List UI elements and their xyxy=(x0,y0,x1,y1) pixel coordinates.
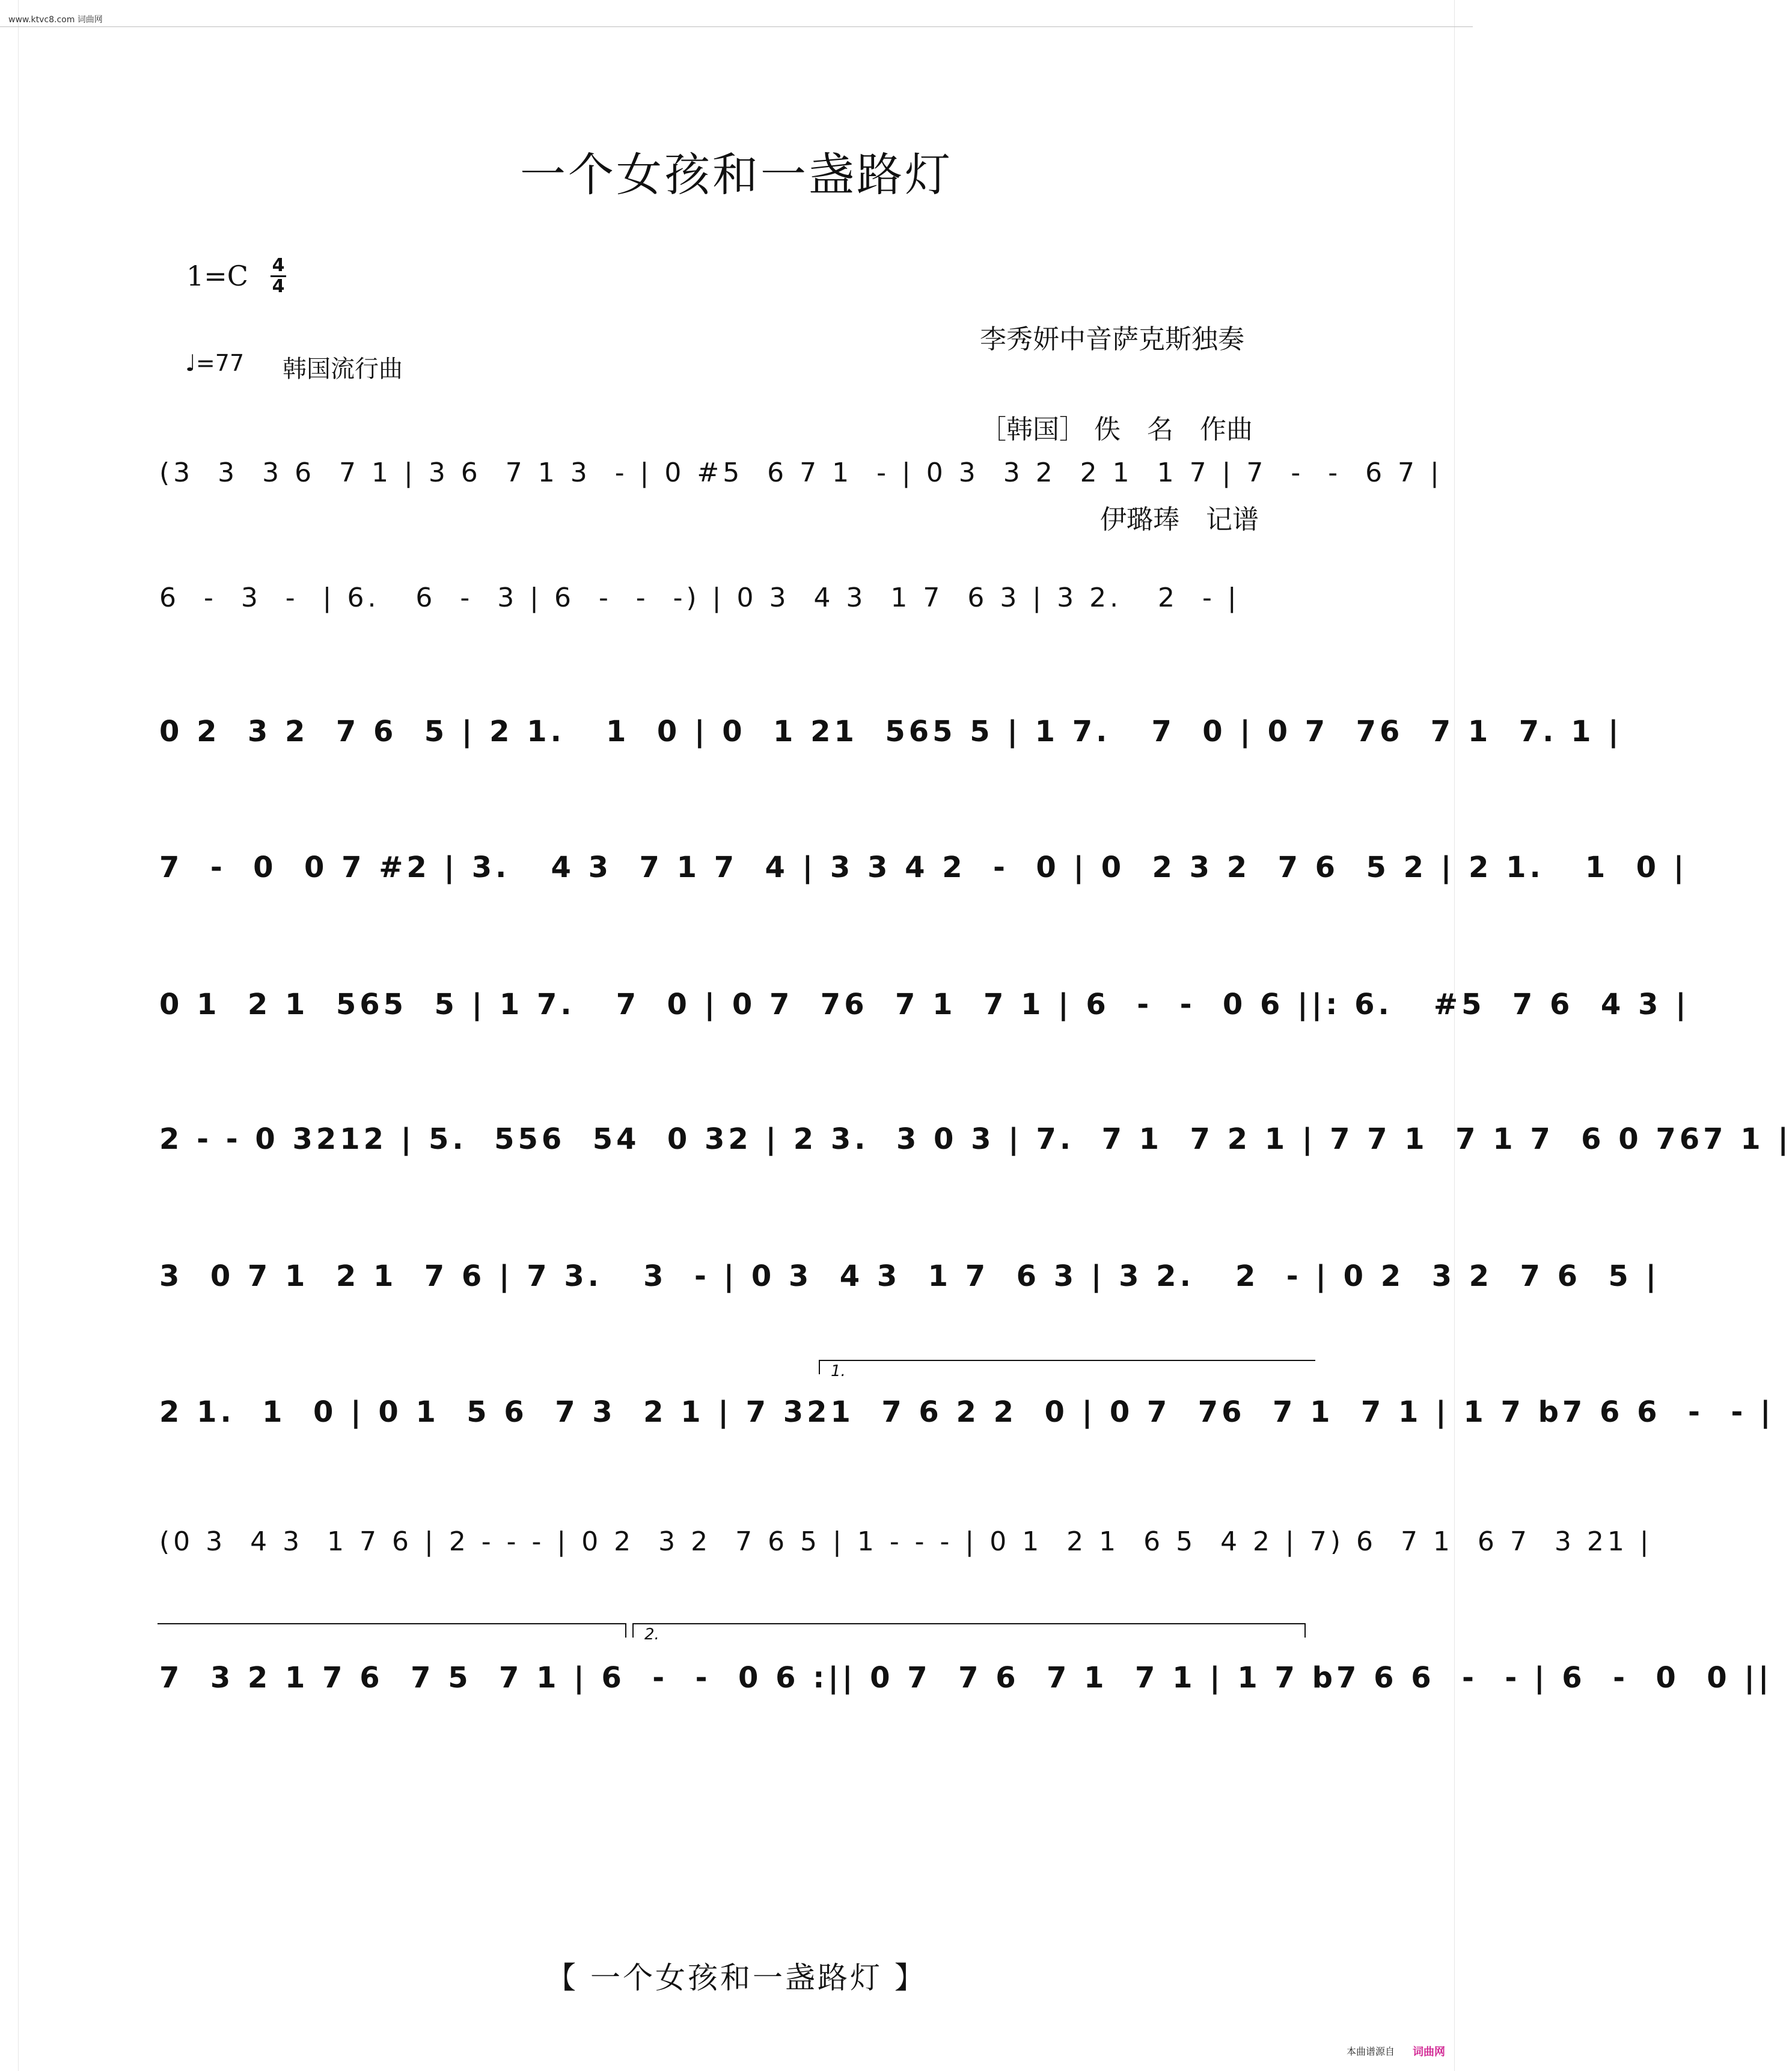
volta-bracket-1b xyxy=(157,1623,626,1624)
volta-bracket-2-end xyxy=(1304,1623,1306,1638)
site-url: www.ktvc8.com 词曲网 xyxy=(8,15,103,25)
time-signature xyxy=(269,257,287,295)
staff-row-7 xyxy=(159,1243,1660,1309)
credits xyxy=(980,265,1259,565)
notation-line: 0 1 2 1 565 5 | 1 7. 7 0 | 0 7 76 7 1 7 1 | 6 - - 0 6 ||: 6. #5 7 6 4 3 | xyxy=(159,988,1690,1021)
left-margin-strip xyxy=(0,0,19,2071)
staff-row-5 xyxy=(159,971,1690,1038)
genre-label: 韩国流行曲 xyxy=(283,355,403,383)
footer-title: 【 一个女孩和一盏路灯 】 xyxy=(546,1960,927,1995)
staff-row-1 xyxy=(159,440,1443,506)
notation-line: 6 - 3 - | 6. 6 - 3 | 6 - - -) | 0 3 4 3 1 7 6 3 | 3 2. 2 - | xyxy=(159,583,1240,613)
header-rule xyxy=(0,26,1473,27)
meter-top: 4 xyxy=(272,255,285,276)
brand-logo: 词曲网 xyxy=(1413,2046,1445,2058)
staff-row-2 xyxy=(159,565,1320,631)
volta-bracket-1b-end xyxy=(625,1623,626,1638)
notation-line: (3 3 3 6 7 1 | 3 6 7 1 3 - | 0 #5 6 7 1 - | 0 3 3 2 2 1 1 7 | 7 - - 6 7 | xyxy=(159,457,1443,488)
credit-composer: ［韩国］ 佚 名 作曲 xyxy=(980,414,1253,445)
notation-line: 7 - 0 0 7 #2 | 3. 4 3 7 1 7 4 | 3 3 4 2 - 0 | 0 2 3 2 7 6 5 2 | 2 1. 1 0 | xyxy=(159,851,1688,884)
staff-row-6 xyxy=(159,1106,1792,1172)
notation-line: 2 1. 1 0 | 0 1 5 6 7 3 2 1 | 7 321 7 6 2 2 0 | 0 7 76 7 1 7 1 | 1 7 b7 6 6 - - | xyxy=(159,1395,1775,1429)
staff-row-9 xyxy=(159,1509,1653,1575)
staff-row-10 xyxy=(159,1645,1773,1711)
page-title: 一个女孩和一盏路灯 xyxy=(520,148,953,201)
tempo-marking: ♩=77 xyxy=(185,350,245,376)
volta-2-label: 2. xyxy=(644,1626,659,1644)
volta-bracket-1 xyxy=(819,1360,1315,1361)
staff-row-8 xyxy=(159,1379,1775,1445)
meter-bottom: 4 xyxy=(272,276,285,297)
source-note: 本曲谱源自 xyxy=(1346,2046,1395,2057)
notation-line: 3 0 7 1 2 1 7 6 | 7 3. 3 - | 0 3 4 3 1 7 6 3 | 3 2. 2 - | 0 2 3 2 7 6 5 | xyxy=(159,1259,1660,1293)
staff-row-4 xyxy=(159,834,1688,901)
notation-line: 7 3 2 1 7 6 7 5 7 1 | 6 - - 0 6 :|| 0 7 7 6 7 1 7 1 | 1 7 b7 6 6 - - | 6 - 0 0 || xyxy=(159,1661,1773,1695)
notation-line: 2 - - 0 3212 | 5. 556 54 0 32 | 2 3. 3 0 3 | 7. 7 1 7 2 1 | 7 7 1 7 1 7 6 0 767 1 | xyxy=(159,1122,1792,1156)
volta-bracket-1-start xyxy=(819,1360,820,1374)
volta-bracket-2-start xyxy=(632,1623,634,1638)
notation-line: 0 2 3 2 7 6 5 | 2 1. 1 0 | 0 1 21 565 5 | 1 7. 7 0 | 0 7 76 7 1 7. 1 | xyxy=(159,715,1622,748)
staff-row-3 xyxy=(159,699,1622,765)
credit-performer: 李秀妍中音萨克斯独奏 xyxy=(980,324,1244,355)
volta-1-label: 1. xyxy=(831,1362,846,1380)
notation-line: (0 3 4 3 1 7 6 | 2 - - - | 0 2 3 2 7 6 5 | 1 - - - | 0 1 2 1 6 5 4 2 | 7) 6 7 1 6 7 3 21 | xyxy=(159,1526,1653,1557)
volta-bracket-2 xyxy=(632,1623,1306,1624)
key-signature: 1=C xyxy=(186,260,249,292)
credit-transcriber: 伊璐琫 记谱 xyxy=(1100,504,1259,535)
